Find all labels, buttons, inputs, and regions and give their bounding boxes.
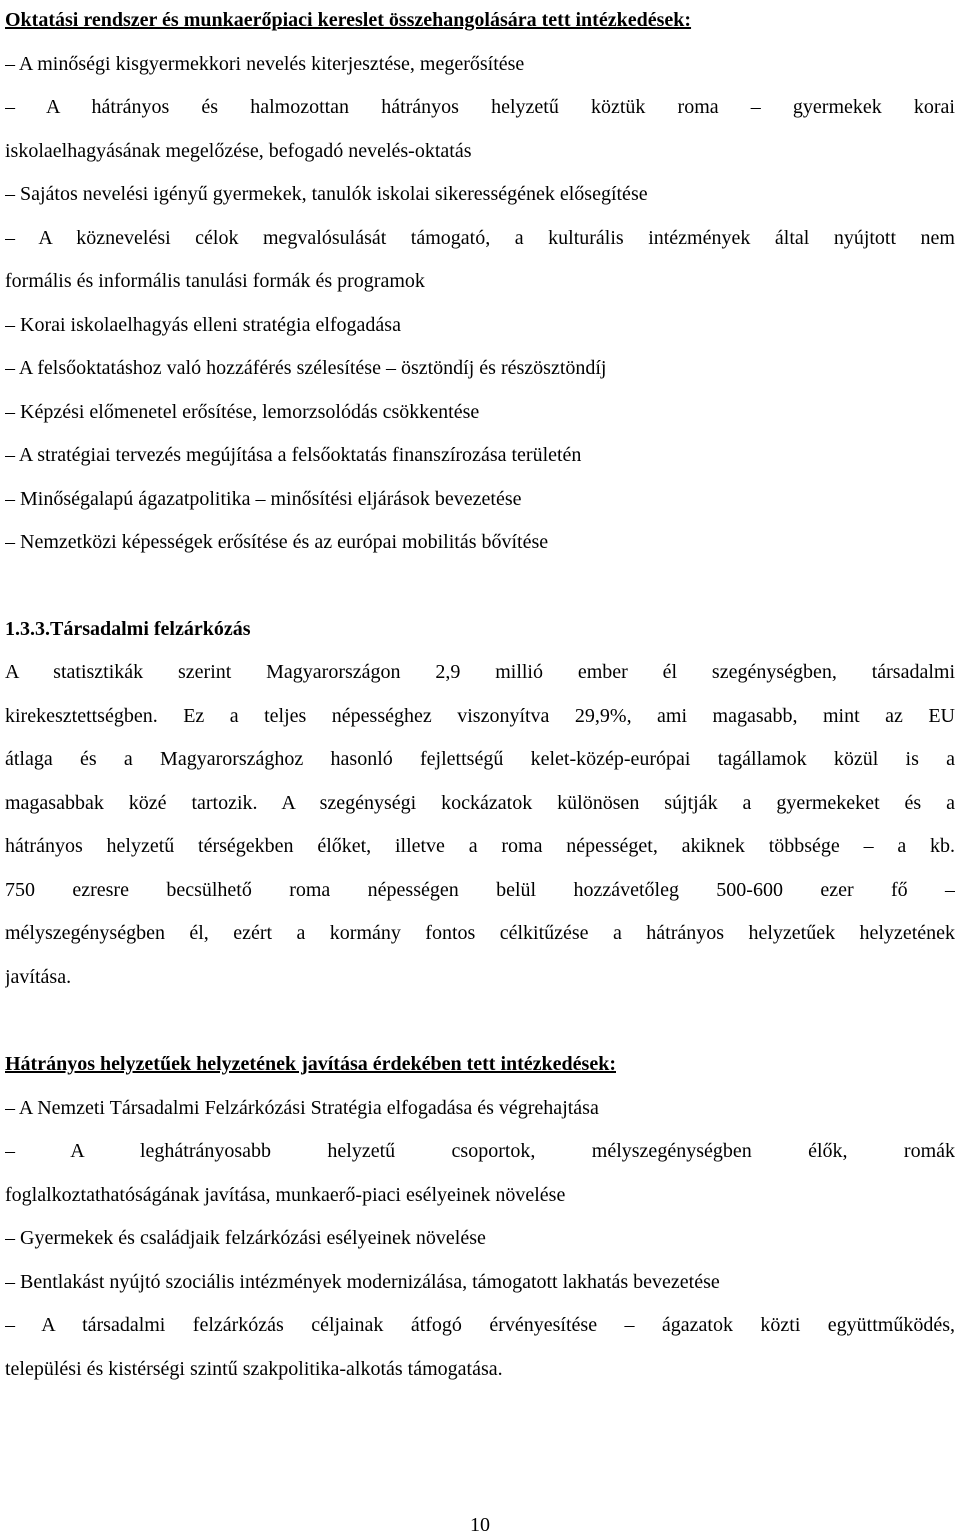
bullet-line: – A hátrányos és halmozottan hátrányos helyzetű köztük roma – gyermekek korai [5,96,955,118]
bullet-line: – A köznevelési célok megvalósulását támogató, a kulturális intézmények által nyújtott nem [5,226,955,249]
paragraph-line: átlaga és a Magyarországhoz hasonló fejlettségű kelet-közép-európai tagállamok közül is a [5,748,955,770]
bullet-line: – A társadalmi felzárkózás céljainak átfogó érvényesítése – ágazatok közti együttműködés, [5,1314,955,1336]
paragraph-line: 750 ezresre becsülhető roma népességen belül hozzávetőleg 500-600 ezer fő – [5,878,955,901]
bullet-continuation-line: foglalkoztathatóságának javítása, munkaerő-piaci esélyeinek növelése [5,1183,566,1206]
section-title-social-inclusion: 1.3.3.Társadalmi felzárkózás [5,617,251,640]
bullet-line: – Bentlakást nyújtó szociális intézmények modernizálása, támogatott lakhatás bevezetése [5,1270,720,1293]
bullet-continuation-line: formális és informális tanulási formák és programok [5,270,425,292]
paragraph-line: mélyszegénységben él, ezért a kormány fontos célkitűzése a hátrányos helyzetűek helyzetének [5,922,955,944]
bullet-line: – Képzési előmenetel erősítése, lemorzsolódás csökkentése [5,400,480,423]
document-page [5,0,955,1391]
paragraph-line: A statisztikák szerint Magyarországon 2,9 millió ember él szegénységben, társadalmi [5,661,955,683]
paragraph-last-line: javítása. [5,965,72,988]
bullet-line: – A minőségi kisgyermekkori nevelés kiterjesztése, megerősítése [5,52,525,75]
paragraph-line: magasabbak közé tartozik. A szegénységi kockázatok különösen sújtják a gyermekeket és a [5,791,955,814]
bullet-line: – A felsőoktatáshoz való hozzáférés szélesítése – ösztöndíj és részösztöndíj [5,357,607,379]
page-number: 10 [470,1514,490,1536]
paragraph-line: hátrányos helyzetű térségekben élőket, illetve a roma népességet, akiknek többsége – a kb. [5,835,955,857]
bullet-continuation-line: települési és kistérségi szintű szakpolitika-alkotás támogatása. [5,1357,503,1380]
section-heading-disadvantaged: Hátrányos helyzetűek helyzetének javítása érdekében tett intézkedések: [5,1053,616,1075]
section-spacer [5,999,955,1043]
bullet-line: – Nemzetközi képességek erősítése és az európai mobilitás bővítése [5,531,549,553]
section-heading-education: Oktatási rendszer és munkaerőpiaci kereslet összehangolására tett intézkedések: [5,9,692,31]
bullet-line: – Gyermekek és családjaik felzárkózási esélyeinek növelése [5,1227,486,1249]
bullet-line: – Sajátos nevelési igényű gyermekek, tanulók iskolai sikerességének elősegítése [5,183,648,205]
paragraph-line: kirekesztettségben. Ez a teljes népességhez viszonyítva 29,9%, ami magasabb, mint az EU [5,704,955,727]
bullet-line: – Korai iskolaelhagyás elleni stratégia elfogadása [5,313,401,336]
bullet-line: – Minőségalapú ágazatpolitika – minősítési eljárások bevezetése [5,487,522,510]
bullet-continuation-line: iskolaelhagyásának megelőzése, befogadó nevelés-oktatás [5,139,472,162]
bullet-line: – A stratégiai tervezés megújítása a felsőoktatás finanszírozása területén [5,444,582,466]
bullet-line: – A leghátrányosabb helyzetű csoportok, mélyszegénységben élők, romák [5,1140,955,1162]
bullet-line: – A Nemzeti Társadalmi Felzárkózási Stratégia elfogadása és végrehajtása [5,1096,599,1119]
section-spacer [5,565,955,608]
